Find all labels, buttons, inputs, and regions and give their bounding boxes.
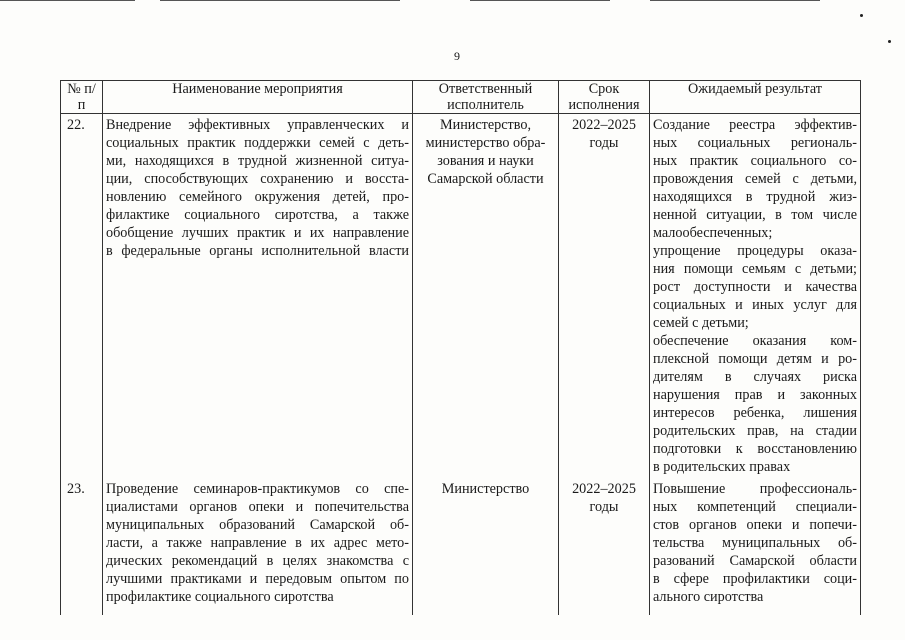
text-line: новлению семейного окружения детей, про- bbox=[106, 189, 409, 205]
header-num: № п/п bbox=[61, 81, 103, 114]
text-line: плексной помощи детям и ро- bbox=[653, 351, 857, 367]
page-number: 9 bbox=[454, 49, 460, 63]
text-line: годы bbox=[589, 499, 619, 515]
text-line: в федеральные органы исполнительной власти bbox=[106, 243, 409, 259]
scan-speck bbox=[860, 14, 863, 17]
scan-edge-line bbox=[0, 0, 135, 1]
text-line: лучшими практиками и передовым опытом по bbox=[106, 571, 409, 587]
header-executor: Ответственный исполнитель bbox=[413, 81, 559, 114]
row-number: 22. bbox=[61, 114, 103, 477]
text-line: ных компетенций специали- bbox=[653, 499, 857, 515]
text-line: циалистами органов опеки и попечительства bbox=[106, 499, 409, 515]
text-line: филактике социального сиротства, а также bbox=[106, 207, 409, 223]
text-line: Проведение семинаров-практикумов со спе- bbox=[106, 481, 409, 497]
text-line: ми, находящихся в трудной жизненной ситуа- bbox=[106, 153, 409, 169]
text-line: обеспечение оказания ком- bbox=[653, 333, 857, 349]
measure-name bbox=[103, 114, 413, 477]
text-line: провождения семей с детьми, bbox=[653, 171, 857, 187]
text-line: обобщение лучших практик и их направление bbox=[106, 225, 409, 241]
text-line: годы bbox=[589, 135, 619, 151]
text-line: 2022–2025 bbox=[572, 481, 636, 497]
text-line: подготовки к восстановлению bbox=[653, 441, 857, 457]
text-line: министерство обра- bbox=[425, 135, 546, 151]
header-result: Ожидаемый результат bbox=[650, 81, 861, 114]
scan-edge-line bbox=[160, 0, 400, 1]
text-line: упрощение процедуры оказа- bbox=[653, 243, 857, 259]
text-line: дителям в случаях риска bbox=[653, 369, 857, 385]
text-line: 2022–2025 bbox=[572, 117, 636, 133]
text-line: нарушения прав и законных bbox=[653, 387, 857, 403]
text-line: в родительских правах bbox=[653, 459, 791, 475]
deadline bbox=[559, 476, 650, 615]
text-line: находящихся в трудной жиз- bbox=[653, 189, 857, 205]
text-line: рост доступности и качества bbox=[653, 279, 857, 295]
executor bbox=[413, 476, 559, 615]
scan-speck bbox=[888, 40, 891, 43]
text-line: зования и науки bbox=[437, 153, 534, 169]
text-line: малообеспеченных; bbox=[653, 225, 773, 241]
text-line: Создание реестра эффектив- bbox=[653, 117, 857, 133]
measures-table bbox=[60, 80, 861, 615]
expected-result bbox=[650, 114, 861, 477]
table-row bbox=[61, 476, 861, 615]
text-line: интересов ребенка, лишения bbox=[653, 405, 857, 421]
text-line: ных практик социального со- bbox=[653, 153, 857, 169]
deadline bbox=[559, 114, 650, 477]
scan-edge-line bbox=[470, 0, 610, 1]
text-line: родительских прав, на стадии bbox=[653, 423, 857, 439]
header-name: Наименование мероприятия bbox=[103, 81, 413, 114]
text-line: социальных практик поддержки семей с деть- bbox=[106, 135, 409, 151]
text-line: профилактике социального сиротства bbox=[106, 589, 334, 605]
text-line: тельства муниципальных об- bbox=[653, 535, 857, 551]
expected-result bbox=[650, 476, 861, 615]
text-line: социальных и иных услуг для bbox=[653, 297, 857, 313]
text-line: ных социальных региональ- bbox=[653, 135, 857, 151]
scan-edge-line bbox=[650, 0, 820, 1]
text-line: муниципальных образований Самарской об- bbox=[106, 517, 409, 533]
text-line: стов органов опеки и попечи- bbox=[653, 517, 857, 533]
text-line: дических рекомендаций в целях знакомства с bbox=[106, 553, 409, 569]
text-line: ции, способствующих сохранению и восста- bbox=[106, 171, 409, 187]
text-line: разований Самарской области bbox=[653, 553, 857, 569]
executor bbox=[413, 114, 559, 477]
row-number: 23. bbox=[61, 476, 103, 615]
table-header-row bbox=[61, 81, 861, 114]
text-line: Министерство, bbox=[439, 117, 532, 133]
text-line: Министерство bbox=[441, 481, 530, 497]
text-line: ния помощи семьям с детьми; bbox=[653, 261, 857, 277]
table-row bbox=[61, 114, 861, 477]
text-line: ненной ситуации, в том числе bbox=[653, 207, 857, 223]
text-line: Повышение профессиональ- bbox=[653, 481, 857, 497]
text-line: ального сиротства bbox=[653, 589, 764, 605]
text-line: в сфере профилактики соци- bbox=[653, 571, 857, 587]
text-line: ласти, а также направление в их адрес мето- bbox=[106, 535, 409, 551]
measure-name bbox=[103, 476, 413, 615]
text-line: Самарской области bbox=[427, 171, 544, 187]
header-deadline: Срок исполнения bbox=[559, 81, 650, 114]
text-line: Внедрение эффективных управленческих и bbox=[106, 117, 409, 133]
text-line: семей с детьми; bbox=[653, 315, 749, 331]
